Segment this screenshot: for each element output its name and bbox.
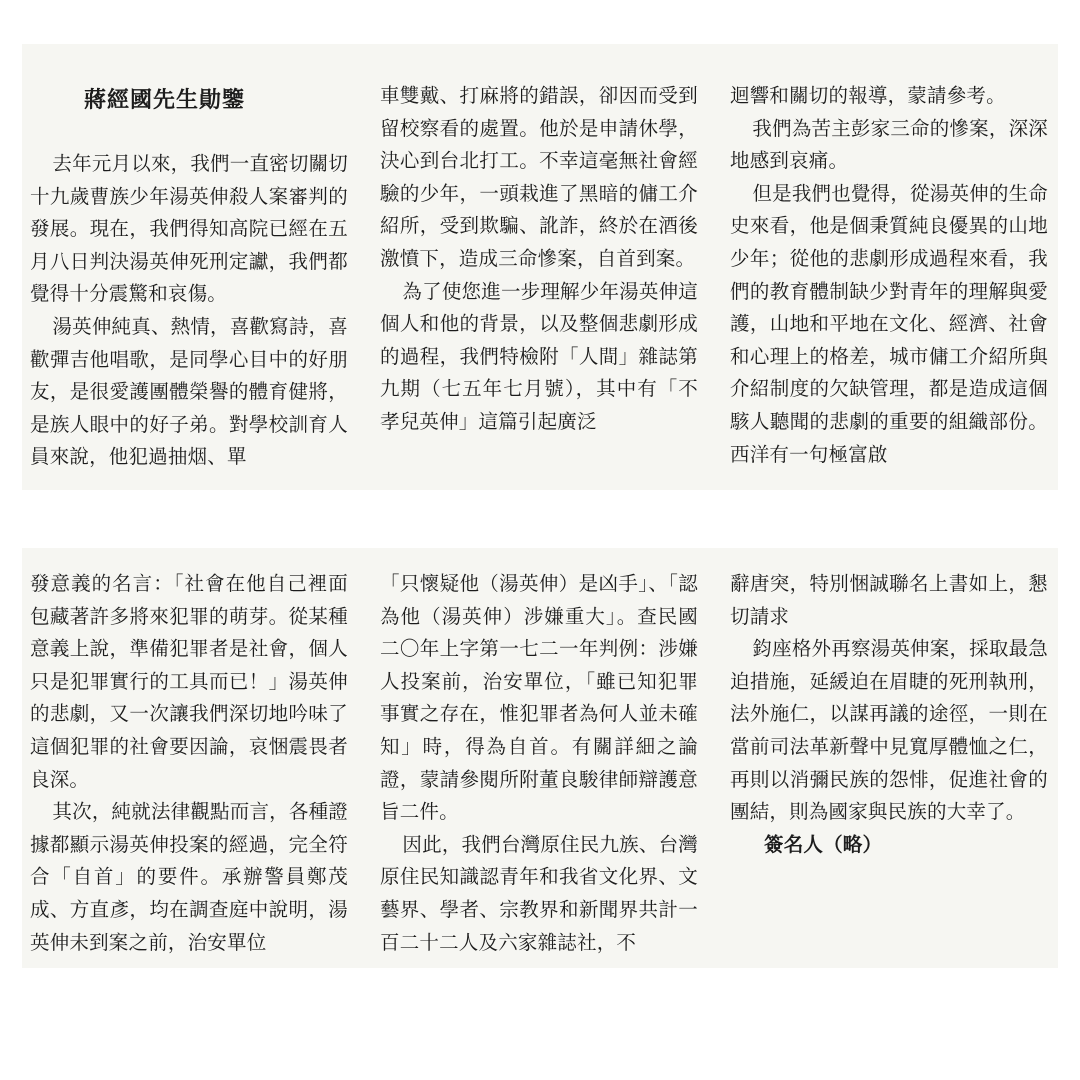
paragraph: 車雙戴、打麻將的錯誤，卻因而受到留校察看的處置。他於是申請休學，決心到台北打工。不幸這毫無社會經驗的少年，一頭栽進了黑暗的傭工介紹所，受到欺騙、訛詐，終於在酒後激憤下，造成三命慘案，自首到案。	[380, 84, 698, 270]
paragraph: 辭唐突，特別悃誠聯名上書如上，懇切請求	[730, 572, 1048, 628]
column-bottom-middle	[380, 568, 698, 959]
column-top-right	[730, 80, 1048, 471]
paragraph: 迴響和關切的報導，蒙請參考。	[730, 84, 1006, 107]
column-top-left	[30, 84, 348, 474]
column-bottom-right	[730, 568, 1048, 861]
paragraph: 「只懷疑他（湯英伸）是凶手」、「認為他（湯英伸）涉嫌重大」。查民國二〇年上字第一七二一年判例：涉嫌人投案前，治安單位，「雖已知犯罪事實之存在，惟犯罪者為何人並未確知」時，得為自首。有關詳細之論證，蒙請參閱所附董良駿律師辯護意旨二件。	[380, 572, 698, 824]
paragraph: 但是我們也覺得，從湯英伸的生命史來看，他是個秉質純良優異的山地少年；從他的悲劇形成過程來看，我們的教育體制缺少對青年的理解與愛護，山地和平地在文化、經濟、社會和心理上的格差，城市傭工介紹所與介紹制度的欠缺管理，都是造成這個駭人聽聞的悲劇的重要的組織部份。西洋有一句極富啟	[730, 181, 1048, 466]
paragraph: 其次，純就法律觀點而言，各種證據都顯示湯英伸投案的經過，完全符合「自首」的要件。承辦警員鄭茂成、方直彥，均在調查庭中說明，湯英伸未到案之前，治安單位	[30, 800, 348, 954]
letter-salutation: 蔣經國先生勛鑒	[84, 87, 246, 113]
paragraph: 為了使您進一步理解少年湯英伸這個人和他的背景，以及整個悲劇形成的過程，我們特檢附「人間」雜誌第九期（七五年七月號），其中有「不孝兒英伸」這篇引起廣泛	[380, 279, 698, 433]
paragraph: 去年元月以來，我們一直密切關切十九歲曹族少年湯英伸殺人案審判的發展。現在，我們得知高院已經在五月八日判決湯英伸死刑定讞，我們都覺得十分震驚和哀傷。	[30, 152, 348, 306]
paragraph: 鈞座格外再察湯英伸案，採取最急迫措施，延緩迫在眉睫的死刑執刑，法外施仁，以謀再議的途徑，一則在當前司法革新聲中見寬厚體恤之仁，再則以消彌民族的怨悱，促進社會的團結，則為國家與民族的大幸了。	[730, 637, 1048, 824]
column-bottom-left	[30, 568, 348, 959]
paragraph: 我們為苦主彭家三命的慘案，深深地感到哀痛。	[730, 116, 1048, 173]
paragraph: 發意義的名言：「社會在他自己裡面包藏著許多將來犯罪的萌芽。從某種意義上說，準備犯罪者是社會，個人只是犯罪實行的工具而已！」湯英伸的悲劇，又一次讓我們深切地吟味了這個犯罪的社會要因論，哀悃震畏者良深。	[30, 572, 348, 791]
signature-line: 簽名人（略）	[764, 832, 883, 856]
paragraph: 湯英伸純真、熱情，喜歡寫詩，喜歡彈吉他唱歌，是同學心目中的好朋友，是很愛護團體榮譽的體育健將，是族人眼中的好子弟。對學校訓育人員來說，他犯過抽烟、單	[30, 314, 348, 469]
column-top-middle	[380, 80, 698, 439]
paragraph: 因此，我們台灣原住民九族、台灣原住民知識認青年和我省文化界、文藝界、學者、宗教界和新聞界共計一百二十二人及六家雜誌社，不	[380, 832, 698, 954]
